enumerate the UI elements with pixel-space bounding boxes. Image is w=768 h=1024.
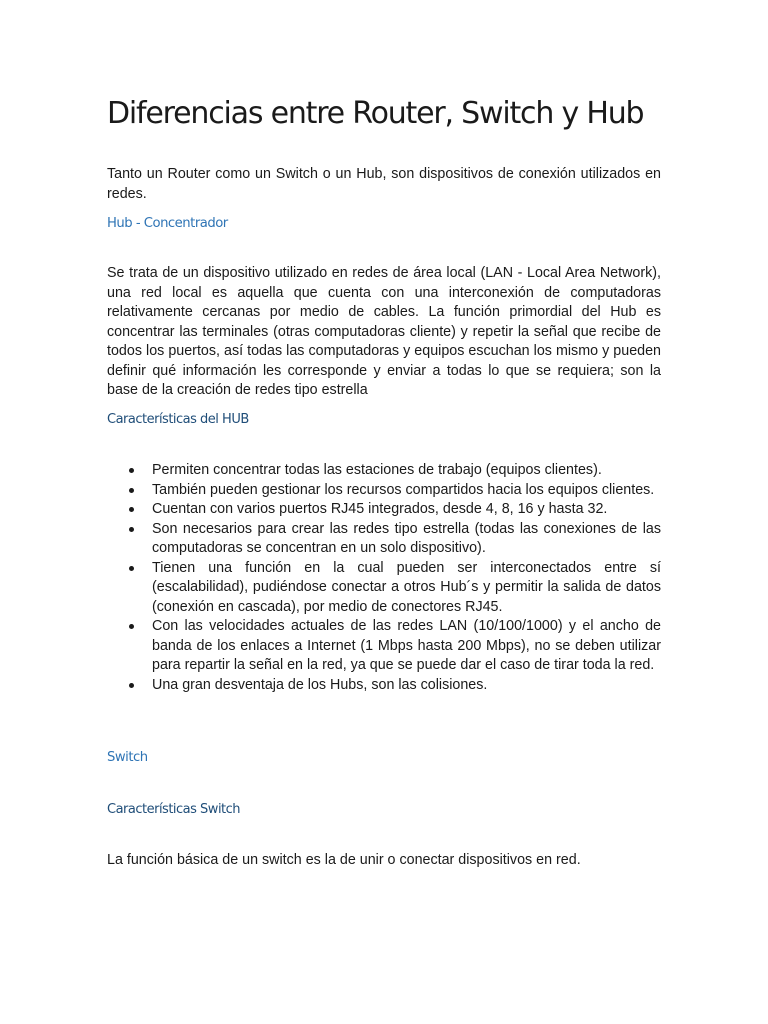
switch-features-heading: Características Switch [107,802,241,817]
hub-paragraph: Se trata de un dispositivo utilizado en redes de área local (LAN - Local Area Network), una red local es aquella que cuenta con una interconexión de computadoras relativamente cercanas por medio de cables. La función primordial del Hub es concentrar las terminales (otras computadoras cliente) y repetir la señal que recibe de todos los puertos, así todas las computadoras y equipos escuchan los mismo y pueden definir qué información les corresponde y enviar a todas lo que se requiera; son la base de la creación de redes tipo estrella [107,265,661,398]
intro-paragraph: Tanto un Router como un Switch o un Hub, son dispositivos de conexión utilizados en redes. [107,166,661,202]
bullet-icon [129,624,134,629]
list-item-text: Son necesarios para crear las redes tipo estrella (todas las conexiones de las computadoras se concentran en un solo dispositivo). [152,520,661,556]
list-item-text: Una gran desventaja de los Hubs, son las colisiones. [152,676,488,693]
list-item-text: También pueden gestionar los recursos compartidos hacia los equipos clientes. [152,481,655,498]
list-item [127,617,661,676]
list-item [127,500,661,520]
list-item [127,676,661,696]
switch-paragraph: La función básica de un switch es la de unir o conectar dispositivos en red. [107,852,581,868]
list-item-text: Cuentan con varios puertos RJ45 integrados, desde 4, 8, 16 y hasta 32. [152,501,608,517]
list-item-text: Tienen una función en la cual pueden ser interconectados entre sí (escalabilidad), pudiéndose conectar a otros Hub´s y permitir la salida de datos (conexión en cascada), por medio de conectores RJ45. [152,559,661,615]
list-item [127,461,661,481]
bullet-icon [129,566,134,571]
hub-heading: Hub - Concentrador [107,216,228,231]
list-item [127,481,661,501]
bullet-icon [129,507,134,512]
list-item-text: Con las velocidades actuales de las redes LAN (10/100/1000) y el ancho de banda de los enlaces a Internet (1 Mbps hasta 200 Mbps), no se deben utilizar para repartir la señal en la red, ya que se puede dar el caso de tirar toda la red. [152,618,661,673]
switch-heading: Switch [107,750,148,765]
bullet-icon [129,527,134,532]
bullet-icon [129,468,134,473]
list-item [127,559,661,618]
list-item [127,520,661,559]
hub-features-list [127,461,661,695]
bullet-icon [129,683,134,688]
hub-features-heading: Características del HUB [107,412,249,427]
bullet-icon [129,488,134,493]
page-title: Diferencias entre Router, Switch y Hub [107,96,644,131]
list-item-text: Permiten concentrar todas las estaciones de trabajo (equipos clientes). [152,462,602,478]
